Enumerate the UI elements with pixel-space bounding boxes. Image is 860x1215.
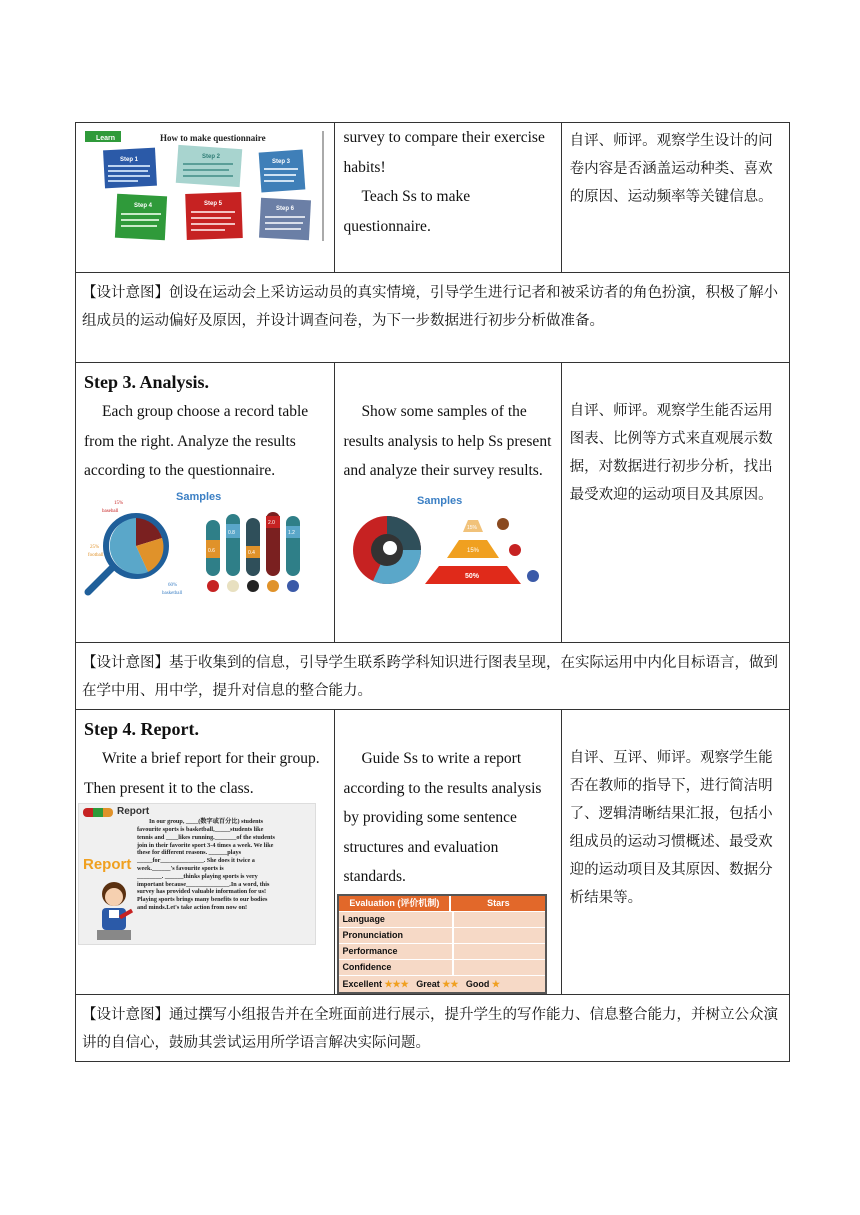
row-step4 xyxy=(76,710,790,995)
step-box-3 xyxy=(259,150,306,193)
svg-text:basketball: basketball xyxy=(162,590,183,596)
eval-row-pronunciation: Pronunciation xyxy=(339,928,454,943)
svg-text:15%: 15% xyxy=(114,500,124,506)
image-title: How to make questionnaire xyxy=(160,133,266,143)
samples-chart-image-right xyxy=(343,492,543,598)
eval-header-left: Evaluation (评价机制) xyxy=(339,896,451,911)
eval-row-confidence: Confidence xyxy=(339,960,454,975)
step4-evaluation-cell xyxy=(561,710,789,995)
svg-text:15%: 15% xyxy=(467,524,478,531)
step4-student-text: Write a brief report for their group. Then present it to the class. xyxy=(84,750,320,797)
step4-evaluation-text: 自评、互评、师评。观察学生能否在教师的指导下，进行简洁明了、逻辑清晰结果汇报，包括小组成员的运动习惯概述、最受欢迎的运动项目及其原因、数据分析结果等。 xyxy=(569,750,773,906)
teacher-line-1: survey to compare their exercise habits! xyxy=(343,129,545,176)
step3-teacher-text: Show some samples of the results analysis to help Ss present and analyze their survey results. xyxy=(343,403,552,480)
step3-evaluation-text: 自评、师评。观察学生能否运用图表、比例等方式来直观展示数据，对数据进行初步分析，找出最受欢迎的运动项目及其原因。 xyxy=(569,403,773,503)
svg-text:Step 4: Step 4 xyxy=(134,203,153,209)
teacher-line-2: Teach Ss to make questionnaire. xyxy=(343,188,471,235)
eval-header-right: Stars xyxy=(487,897,510,908)
step-box-2 xyxy=(176,145,242,187)
svg-text:0.8: 0.8 xyxy=(228,529,235,536)
svg-text:1.2: 1.2 xyxy=(288,529,295,536)
svg-text:60%: 60% xyxy=(168,582,178,588)
questionnaire-image xyxy=(82,127,328,245)
report-body: In our group, ____(数字或百分比) students favourite sports is basketball,_____students like tennis and ____likes running._______of the students join in their favorite sport 3-4 times a week. We like these for different reasons. ______plays _____for______________. She does it twice a week.______'s favourite sports is ________. ______thinks playing sports is very important because______________.In a word, this survey has provided valuable information for us! Playing sports brings many benefits to our bodies and minds.Let's take action from now on! xyxy=(137,818,275,911)
lesson-plan-table xyxy=(75,122,790,1062)
step-box-1 xyxy=(103,148,157,189)
svg-text:25%: 25% xyxy=(90,544,100,550)
questionnaire-image-cell xyxy=(76,123,335,273)
evaluation-text: 自评、师评。观察学生设计的问卷内容是否涵盖运动种类、喜欢的原因、运动频率等关键信息。 xyxy=(569,133,773,205)
report-dots xyxy=(83,808,113,817)
step4-title: Step 4. Report. xyxy=(84,719,199,739)
step4-teacher-cell xyxy=(335,710,561,995)
samples-chart-image-left xyxy=(78,488,314,596)
step3-teacher-cell xyxy=(335,363,561,643)
step-box-5 xyxy=(185,192,243,240)
report-image xyxy=(78,803,316,945)
step4-teacher-text: Guide Ss to write a report according to the results analysis by providing some sentence structures and evaluation standards. xyxy=(343,750,542,886)
samples-title-right: Samples xyxy=(417,494,463,507)
svg-text:baseball: baseball xyxy=(102,508,119,514)
design-intent-2: 【设计意图】基于收集到的信息，引导学生联系跨学科知识进行图表呈现，在实际运用中内化目标语言，做到在学中用、用中学，提升对信息的整合能力。 xyxy=(76,643,790,710)
svg-text:Step 5: Step 5 xyxy=(204,201,223,207)
svg-text:15%: 15% xyxy=(467,547,480,554)
teacher-activity-cell xyxy=(335,123,561,273)
samples-title-left: Samples xyxy=(176,490,222,503)
svg-text:50%: 50% xyxy=(465,572,480,580)
eval-row-performance: Performance xyxy=(339,944,454,959)
report-big-word: Report xyxy=(83,856,132,874)
magnifier-handle xyxy=(88,568,112,592)
svg-text:Step 1: Step 1 xyxy=(120,157,139,163)
row-step3 xyxy=(76,363,790,643)
step3-evaluation-cell xyxy=(561,363,789,643)
eval-row-language: Language xyxy=(339,912,454,927)
svg-text:Step 3: Step 3 xyxy=(272,159,291,165)
design-intent-3: 【设计意图】通过撰写小组报告并在全班面前进行展示，提升学生的写作能力、信息整合能力，并树立公众演讲的自信心，鼓励其尝试运用所学语言解决实际问题。 xyxy=(76,994,790,1061)
svg-text:Step 2: Step 2 xyxy=(202,154,221,160)
evaluation-cell xyxy=(561,123,789,273)
design-intent-1: 【设计意图】创设在运动会上采访运动员的真实情境，引导学生进行记者和被采访者的角色扮演，积极了解小组成员的运动偏好及原因，并设计调查问卷，为下一步数据进行初步分析做准备。 xyxy=(76,273,790,363)
svg-text:Step 6: Step 6 xyxy=(276,206,295,212)
capsule-bar-chart xyxy=(206,512,300,592)
evaluation-standard-table xyxy=(337,894,547,994)
learn-tag-text: Learn xyxy=(96,135,116,142)
student-figure xyxy=(89,880,139,942)
step3-title: Step 3. Analysis. xyxy=(84,372,210,392)
step3-student-text: Each group choose a record table from the right. Analyze the results according to the questionnaire. xyxy=(84,403,309,480)
svg-text:0.6: 0.6 xyxy=(208,547,215,554)
svg-text:2.0: 2.0 xyxy=(268,519,275,526)
step4-student-cell xyxy=(76,710,335,995)
svg-text:0.4: 0.4 xyxy=(248,549,255,556)
step3-student-cell xyxy=(76,363,335,643)
svg-text:football: football xyxy=(88,552,104,558)
step-box-6 xyxy=(259,198,311,241)
eval-legend: Excellent ★★★ Great ★★ Good ★ xyxy=(339,975,545,992)
step-box-4 xyxy=(115,194,167,241)
row-questionnaire xyxy=(76,123,790,273)
report-heading: Report xyxy=(117,806,150,818)
